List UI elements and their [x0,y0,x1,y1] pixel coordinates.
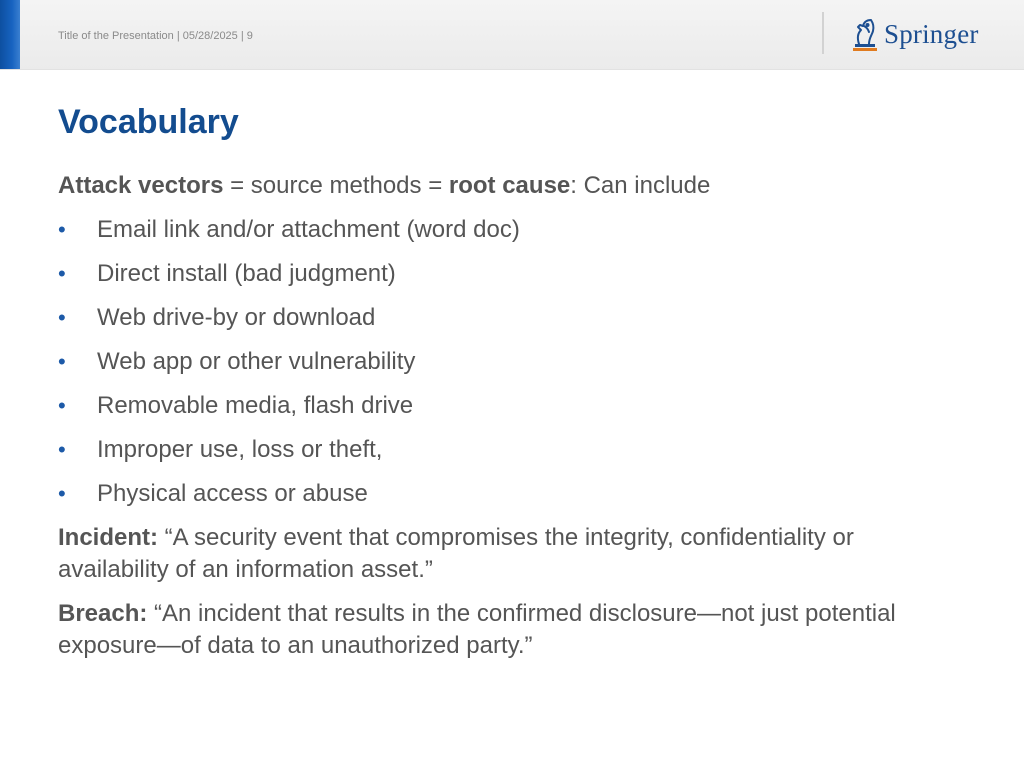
bullet-icon: • [58,349,66,374]
logo-text: Springer [884,18,979,49]
breach-definition [58,598,958,662]
accent-bar [0,0,20,69]
attack-vectors-list [58,214,958,510]
springer-logo [850,14,979,54]
breach-text: “An incident that results in the confirmed disclosure—not just potential exposure—of data to an unauthorized party.” [58,600,896,659]
attack-vectors-tail: : Can include [570,172,711,199]
bullet-icon: • [58,217,66,242]
chess-knight-icon [850,16,880,52]
slide-title: Vocabulary [58,103,239,141]
list-item-text: Improper use, loss or theft, [97,436,383,463]
list-item-text: Physical access or abuse [97,480,368,507]
list-item [58,214,958,246]
header-divider [822,12,824,54]
list-item-text: Web drive-by or download [97,304,376,331]
root-cause-term: root cause [448,172,571,199]
list-item [58,390,958,422]
attack-vectors-line [58,170,958,202]
list-item [58,258,958,290]
list-item-text: Direct install (bad judgment) [97,260,396,287]
incident-definition [58,522,958,586]
slide-header [0,0,1024,70]
bullet-icon: • [58,481,66,506]
attack-vectors-equals: = source methods = [223,172,449,199]
list-item [58,434,958,466]
bullet-icon: • [58,437,66,462]
list-item [58,478,958,510]
bullet-icon: • [58,393,66,418]
list-item [58,346,958,378]
slide-content [58,170,958,674]
list-item-text: Removable media, flash drive [97,392,414,419]
incident-term: Incident: [58,524,158,551]
incident-text: “A security event that compromises the integrity, confidentiality or availability of an information asset.” [58,524,854,583]
list-item-text: Web app or other vulnerability [97,348,416,375]
list-item-text: Email link and/or attachment (word doc) [97,216,520,243]
footer-text: Title of the Presentation | 05/28/2025 | 9 [58,30,253,42]
bullet-icon: • [58,305,66,330]
bullet-icon: • [58,261,66,286]
attack-vectors-term: Attack vectors [58,172,224,199]
breach-term: Breach: [58,600,148,627]
list-item [58,302,958,334]
